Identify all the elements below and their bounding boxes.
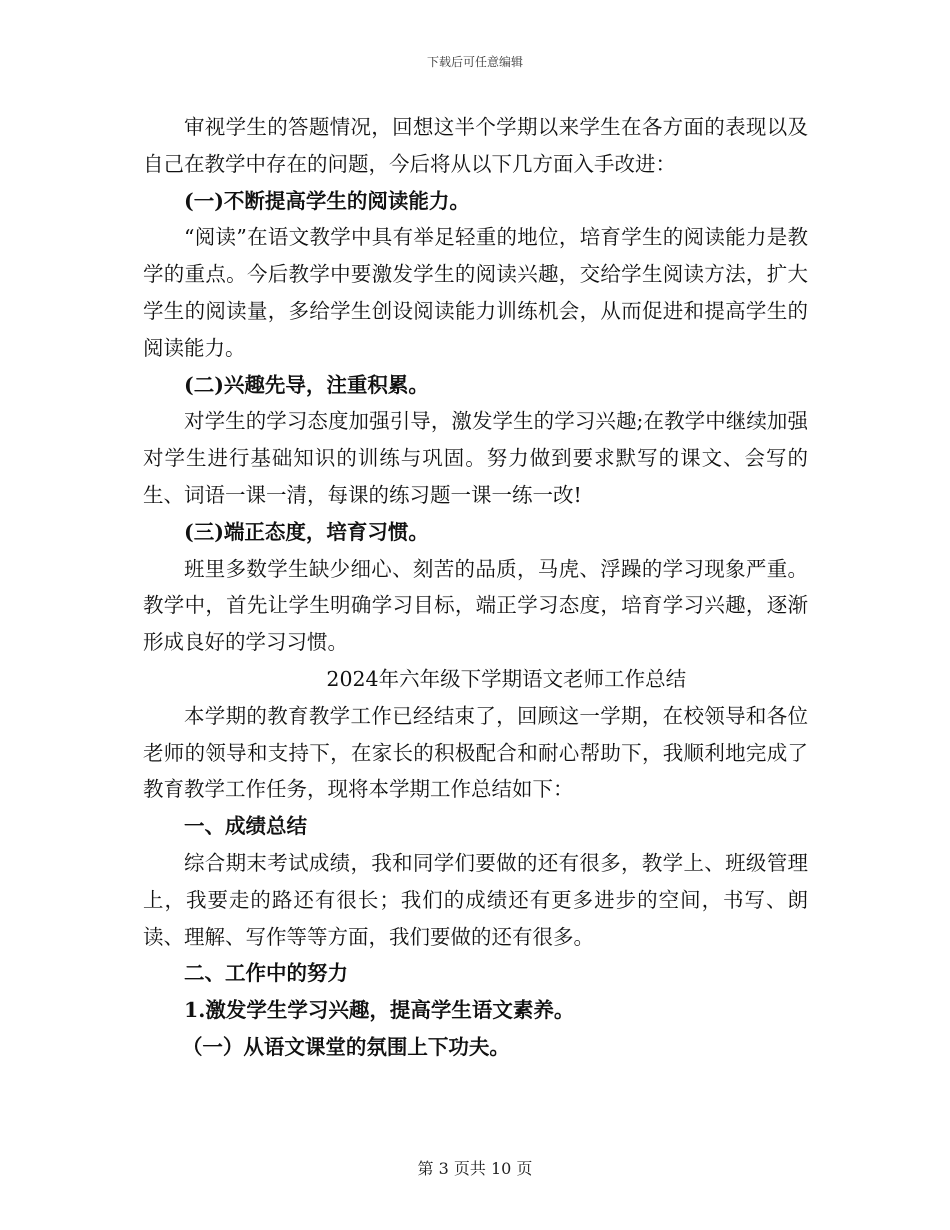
paragraph-results: 综合期末考试成绩，我和同学们要做的还有很多，教学上、班级管理上，我要走的路还有很长；我们的成绩还有更多进步的空间，书写、朗读、理解、写作等等方面，我们要做的还有很多。 xyxy=(143,850,808,949)
heading-reading-ability: (一)不断提高学生的阅读能力。 xyxy=(184,188,470,213)
paragraph-reading: “阅读”在语文教学中具有举足轻重的地位，培育学生的阅读能力是教学的重点。今后教学中要激发学生的阅读兴趣，交给学生阅读方法，扩大学生的阅读量，多给学生创设阅读能力训练机会，从而促进和提高学生的阅读能力。 xyxy=(143,225,808,360)
heading-efforts: 二、工作中的努力 xyxy=(184,961,348,986)
document-body xyxy=(143,109,808,1066)
page-footer: 第 3 页共 10 页 xyxy=(417,1159,533,1178)
heading-attitude: (三)端正态度，培育习惯。 xyxy=(184,519,429,544)
paragraph-intro: 本学期的教育教学工作已经结束了，回顾这一学期，在校领导和各位老师的领导和支持下，在家长的积极配合和耐心帮助下，我顺利地完成了教育教学工作任务，现将本学期工作总结如下： xyxy=(143,703,808,802)
heading-interest: (二)兴趣先导，注重积累。 xyxy=(184,372,429,397)
paragraph-attitude: 班里多数学生缺少细心、刻苦的品质，马虎、浮躁的学习现象严重。教学中，首先让学生明确学习目标，端正学习态度，培育学习兴趣，逐渐形成良好的学习习惯。 xyxy=(143,556,808,655)
heading-stimulate-interest: 1.激发学生学习兴趣，提高学生语文素养。 xyxy=(184,998,575,1023)
heading-results: 一、成绩总结 xyxy=(184,814,307,839)
heading-classroom-atmosphere: （一）从语文课堂的氛围上下功夫。 xyxy=(181,1034,510,1059)
page-header: 下载后可任意编辑 xyxy=(426,55,523,69)
paragraph-interest: 对学生的学习态度加强引导，激发学生的学习兴趣;在教学中继续加强对学生进行基础知识的训练与巩固。努力做到要求默写的课文、会写的生、词语一课一清，每课的练习题一课一练一改! xyxy=(143,409,808,507)
paragraph-review: 审视学生的答题情况，回想这半个学期以来学生在各方面的表现以及自己在教学中存在的问题，今后将从以下几方面入手改进： xyxy=(143,115,808,176)
section-title: 2024年六年级下学期语文老师工作总结 xyxy=(326,666,687,691)
